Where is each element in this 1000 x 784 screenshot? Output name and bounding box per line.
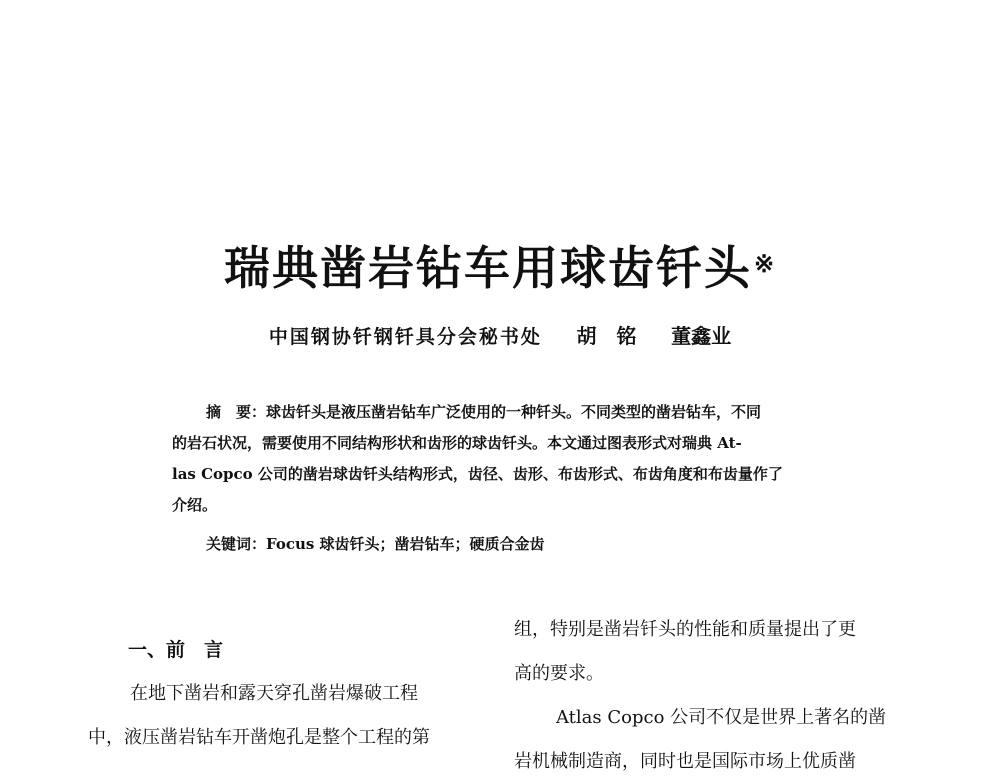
author-affiliation: 中国钢协钎钢钎具分会秘书处 [268, 326, 542, 348]
body-text-line: 在地下凿岩和露天穿孔凿岩爆破工程 [130, 683, 418, 704]
author-name-1: 胡 铭 [576, 324, 637, 348]
body-text-line: 中，液压凿岩钻车开凿炮孔是整个工程的第 [88, 727, 430, 748]
paper-title [0, 238, 1000, 298]
body-text-line: 高的要求。 [514, 663, 604, 684]
section-heading: 一、前 言 [128, 639, 224, 661]
keywords: 关键词：Focus 球齿钎头；凿岩钻车；硬质合金齿 [206, 535, 545, 553]
body-text-line: 岩机械制造商，同时也是国际市场上优质凿 [514, 751, 856, 772]
body-column-left [88, 628, 480, 760]
abstract [172, 397, 828, 521]
title-footnote-mark: ※ [753, 249, 777, 278]
abstract-line: 介绍。 [172, 496, 218, 514]
abstract-line: 摘 要：球齿钎头是液压凿岩钻车广泛使用的一种钎头。不同类型的凿岩钻车，不同 [206, 403, 762, 421]
body-column-right [514, 608, 904, 784]
author-name-2: 董鑫业 [671, 324, 732, 348]
abstract-line: 的岩石状况，需要使用不同结构形状和齿形的球齿钎头。本文通过图表形式对瑞典 At- [172, 434, 742, 452]
body-text-line: 组，特别是凿岩钎头的性能和质量提出了更 [514, 619, 856, 640]
body-text-line: Atlas Copco 公司不仅是世界上著名的凿 [556, 707, 887, 728]
author-byline [0, 322, 1000, 351]
abstract-line: las Copco 公司的凿岩球齿钎头结构形式，齿径、齿形、布齿形式、布齿角度和布齿量作了 [172, 465, 783, 483]
title-text: 瑞典凿岩钻车用球齿钎头 [223, 241, 752, 295]
